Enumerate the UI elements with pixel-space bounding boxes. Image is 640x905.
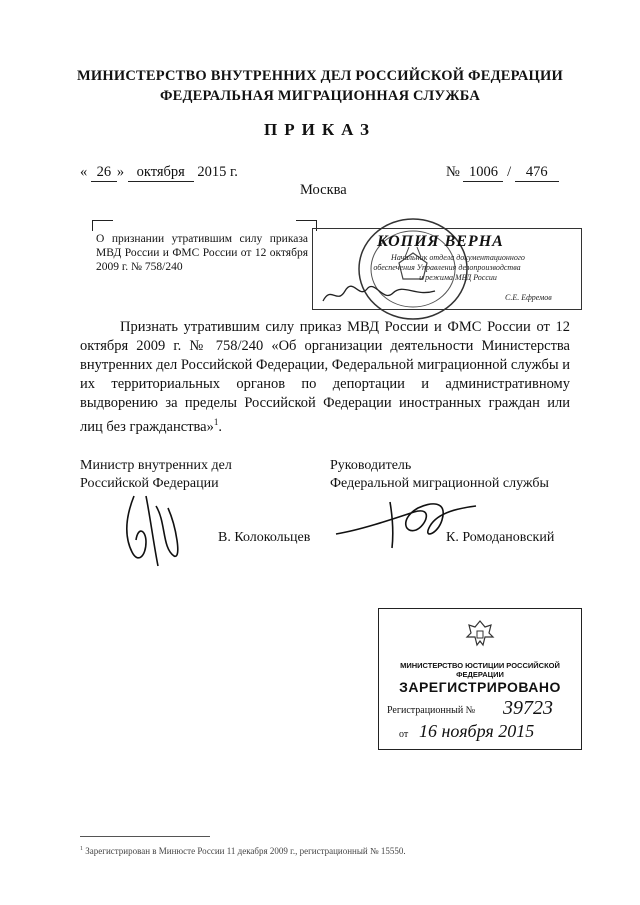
order-date — [80, 164, 238, 182]
signature-left-name: В. Колокольцев — [218, 530, 311, 545]
subject-line: О признании утратившим силу приказа МВД России и ФМС России от 12 октября 2009 г. № 758/240 — [96, 233, 308, 273]
signature-right-title-1: Руководитель — [330, 458, 412, 473]
order-number — [446, 164, 559, 182]
footnote-marker: 1 — [80, 846, 83, 852]
registration-stamp — [378, 608, 582, 750]
date-month: октября — [128, 164, 194, 182]
date-year: 2015 г. — [197, 164, 238, 180]
document-type-title: ПРИКАЗ — [264, 120, 376, 139]
registration-status: ЗАРЕГИСТРИРОВАНО — [399, 679, 561, 695]
copy-true-title: КОПИЯ ВЕРНА — [377, 233, 504, 250]
copy-stamp-signer: С.Е. Ефремов — [505, 293, 552, 302]
registration-org: МИНИСТЕРСТВО ЮСТИЦИИ РОССИЙСКОЙ ФЕДЕРАЦИИ — [400, 661, 560, 679]
signature-left-handwritten — [116, 486, 196, 572]
body-footnote-ref: 1 — [213, 417, 219, 427]
signature-right-title-2: Федеральной миграционной службы — [330, 476, 549, 491]
ministry-heading: МИНИСТЕРСТВО ВНУТРЕННИХ ДЕЛ РОССИЙСКОЙ ФЕДЕРАЦИИ — [77, 68, 563, 84]
signature-left-title-1: Министр внутренних дел — [80, 458, 232, 473]
copy-stamp-line3: и режима МВД России — [419, 273, 497, 282]
copy-stamp-line1: Начальник отдела документационного — [391, 253, 525, 262]
number-slash: / — [507, 164, 512, 180]
date-close-quote: » — [116, 164, 125, 180]
date-day: 26 — [91, 164, 117, 182]
order-body-text: Признать утратившим силу приказ МВД России и ФМС России от 12 октября 2009 г. № 758/240 «Об организации деятельности Министерства внутренних дел Российской Федерации, Федеральной миграционной службы и их территориальных органов по депортации и административному выдворению за пределы Российской Федерации иностранных граждан или лиц без гражданства» — [80, 319, 570, 435]
number-part-b: 476 — [515, 164, 559, 182]
copy-stamp-signature — [319, 281, 439, 307]
registration-number: 39723 — [503, 697, 553, 719]
footnote — [80, 846, 406, 856]
city: Москва — [300, 182, 347, 198]
signature-left-title-2: Российской Федерации — [80, 476, 219, 491]
registration-date-label: от — [399, 729, 409, 740]
footnote-text: Зарегистрирован в Минюсте России 11 декабря 2009 г., регистрационный № 15550. — [85, 846, 406, 856]
copy-stamp-line2: обеспечения Управления делопроизводства — [373, 263, 521, 272]
double-eagle-emblem-icon — [463, 617, 497, 651]
date-open-quote: « — [80, 164, 88, 180]
number-sign: № — [446, 164, 460, 180]
order-body — [80, 318, 570, 437]
subject-bracket-left — [92, 220, 113, 231]
registration-date: 16 ноября 2015 — [419, 721, 535, 741]
number-part-a: 1006 — [463, 164, 503, 182]
copy-true-stamp — [312, 228, 582, 310]
service-heading: ФЕДЕРАЛЬНАЯ МИГРАЦИОННАЯ СЛУЖБА — [159, 88, 481, 104]
signature-right-name: К. Ромодановский — [446, 530, 555, 545]
footnote-divider — [80, 836, 210, 837]
registration-number-label: Регистрационный № — [387, 705, 476, 716]
body-end: . — [218, 418, 222, 435]
